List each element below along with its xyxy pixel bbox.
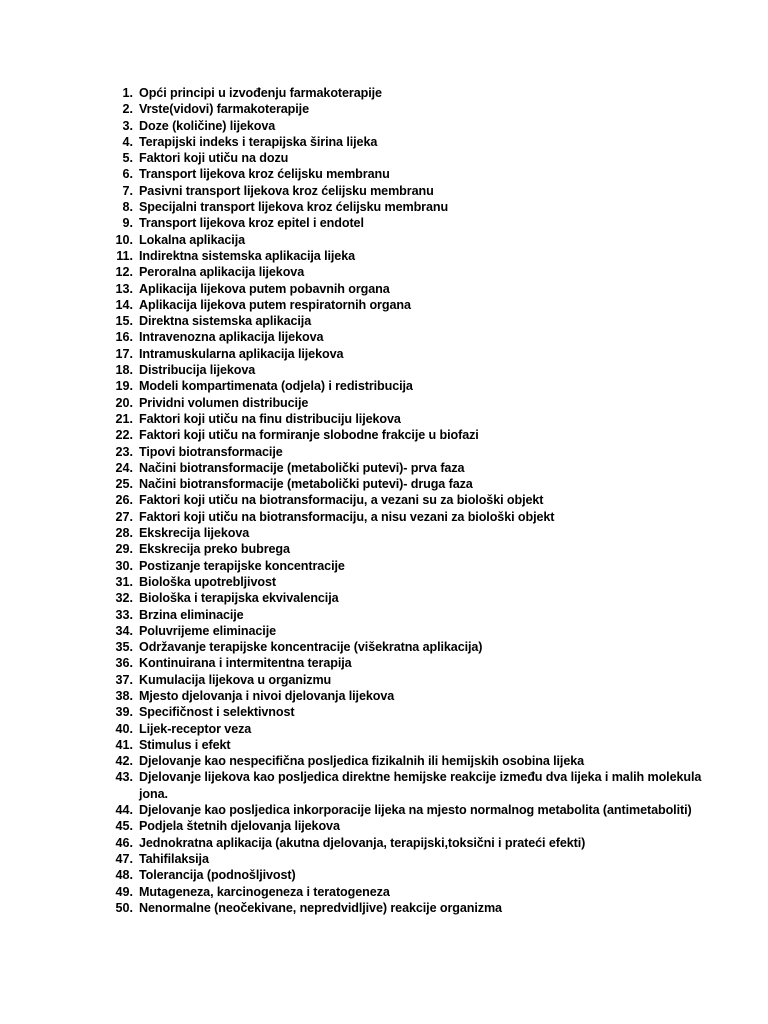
list-item-text: Faktori koji utiču na dozu xyxy=(139,151,289,166)
list-item xyxy=(100,867,720,883)
numbered-topic-list xyxy=(100,85,720,916)
list-item-number: 44. xyxy=(115,803,133,818)
list-item xyxy=(100,427,720,443)
list-item-text: Specijalni transport lijekova kroz ćelijsku membranu xyxy=(139,200,449,215)
list-item-text: Specifičnost i selektivnost xyxy=(139,705,295,720)
list-item-number: 10. xyxy=(115,232,133,247)
list-item-number: 45. xyxy=(115,819,133,834)
list-item-number: 30. xyxy=(115,558,133,573)
list-item xyxy=(100,769,720,802)
list-item-text: Brzina eliminacije xyxy=(139,607,244,622)
list-item-number: 23. xyxy=(115,444,133,459)
list-item xyxy=(100,264,720,280)
list-item xyxy=(100,476,720,492)
list-item-number: 2. xyxy=(122,102,133,117)
list-item-text: Djelovanje kao nespecifična posljedica fizikalnih ili hemijskih osobina lijeka xyxy=(139,754,585,769)
list-item-text: Faktori koji utiču na formiranje slobodne frakcije u biofazi xyxy=(139,428,479,443)
list-item-number: 3. xyxy=(122,118,133,133)
list-item-text: Ekskrecija lijekova xyxy=(139,526,250,541)
list-item-text: Pasivni transport lijekova kroz ćelijsku membranu xyxy=(139,183,434,198)
list-item-number: 46. xyxy=(115,835,133,850)
list-item-text: Načini biotransformacije (metabolički putevi)- druga faza xyxy=(139,477,473,492)
list-item-number: 50. xyxy=(115,900,133,915)
list-item-number: 40. xyxy=(115,721,133,736)
list-item-number: 15. xyxy=(115,314,133,329)
list-item-number: 42. xyxy=(115,754,133,769)
list-item-text: Faktori koji utiču na finu distribuciju lijekova xyxy=(139,411,401,426)
list-item-number: 28. xyxy=(115,526,133,541)
list-item xyxy=(100,558,720,574)
list-item-number: 29. xyxy=(115,542,133,557)
list-item xyxy=(100,444,720,460)
list-item-text: Peroralna aplikacija lijekova xyxy=(139,265,305,280)
list-item-text: Indirektna sistemska aplikacija lijeka xyxy=(139,248,356,263)
list-item xyxy=(100,818,720,834)
list-item xyxy=(100,118,720,134)
list-item-number: 49. xyxy=(115,884,133,899)
list-item-number: 27. xyxy=(115,509,133,524)
list-item-number: 39. xyxy=(115,705,133,720)
list-item-number: 37. xyxy=(115,672,133,687)
list-item-text: Biološka upotrebljivost xyxy=(139,574,276,589)
list-item xyxy=(100,835,720,851)
list-item-text: Tahifilaksija xyxy=(139,851,209,866)
list-item-text: Vrste(vidovi) farmakoterapije xyxy=(139,102,309,117)
list-item xyxy=(100,639,720,655)
list-item xyxy=(100,395,720,411)
list-item-text: Biološka i terapijska ekvivalencija xyxy=(139,591,339,606)
list-item xyxy=(100,329,720,345)
list-item xyxy=(100,232,720,248)
list-item xyxy=(100,884,720,900)
list-item xyxy=(100,607,720,623)
list-item-number: 22. xyxy=(115,428,133,443)
list-item-text: Načini biotransformacije (metabolički putevi)- prva faza xyxy=(139,460,465,475)
list-item-number: 20. xyxy=(115,395,133,410)
list-item xyxy=(100,672,720,688)
list-item xyxy=(100,460,720,476)
list-item-number: 41. xyxy=(115,737,133,752)
list-item xyxy=(100,150,720,166)
list-item-text: Aplikacija lijekova putem pobavnih organa xyxy=(139,281,390,296)
list-item xyxy=(100,101,720,117)
list-item-text: Djelovanje lijekova kao posljedica direktne hemijske reakcije između dva lijeka i malih molekula jona. xyxy=(139,770,702,801)
list-item xyxy=(100,802,720,818)
list-item-number: 47. xyxy=(115,851,133,866)
list-item xyxy=(100,362,720,378)
list-item-number: 9. xyxy=(122,216,133,231)
list-item xyxy=(100,492,720,508)
list-item-text: Održavanje terapijske koncentracije (višekratna aplikacija) xyxy=(139,640,483,655)
list-item xyxy=(100,166,720,182)
list-item-text: Ekskrecija preko bubrega xyxy=(139,542,290,557)
list-item-text: Faktori koji utiču na biotransformaciju, a nisu vezani za biološki objekt xyxy=(139,509,555,524)
list-item-number: 48. xyxy=(115,868,133,883)
list-item-number: 33. xyxy=(115,607,133,622)
list-item-number: 34. xyxy=(115,623,133,638)
list-item-text: Mutageneza, karcinogeneza i teratogeneza xyxy=(139,884,390,899)
list-item-number: 43. xyxy=(115,770,133,785)
list-item xyxy=(100,541,720,557)
list-item-number: 12. xyxy=(115,265,133,280)
list-item-number: 36. xyxy=(115,656,133,671)
list-item-text: Kumulacija lijekova u organizmu xyxy=(139,672,332,687)
list-item xyxy=(100,623,720,639)
list-item-number: 14. xyxy=(115,297,133,312)
list-item xyxy=(100,704,720,720)
list-item-text: Kontinuirana i intermitentna terapija xyxy=(139,656,352,671)
list-item-text: Postizanje terapijske koncentracije xyxy=(139,558,345,573)
list-item-text: Transport lijekova kroz ćelijsku membranu xyxy=(139,167,390,182)
list-item xyxy=(100,346,720,362)
list-item-text: Podjela štetnih djelovanja lijekova xyxy=(139,819,340,834)
list-item-text: Prividni volumen distribucije xyxy=(139,395,309,410)
list-item-text: Intramuskularna aplikacija lijekova xyxy=(139,346,344,361)
list-item xyxy=(100,281,720,297)
list-item xyxy=(100,297,720,313)
list-item xyxy=(100,590,720,606)
list-item xyxy=(100,215,720,231)
list-item-text: Opći principi u izvođenju farmakoterapije xyxy=(139,86,382,100)
list-item xyxy=(100,655,720,671)
list-item-number: 21. xyxy=(115,411,133,426)
list-item-number: 11. xyxy=(116,248,133,263)
list-item-text: Direktna sistemska aplikacija xyxy=(139,314,312,329)
list-item-number: 6. xyxy=(122,167,133,182)
list-item xyxy=(100,851,720,867)
list-item-number: 19. xyxy=(115,379,133,394)
list-item-number: 17. xyxy=(115,346,133,361)
list-item-number: 5. xyxy=(122,151,133,166)
list-item-text: Intravenozna aplikacija lijekova xyxy=(139,330,324,345)
list-item-text: Tolerancija (podnošljivost) xyxy=(139,868,296,883)
list-item xyxy=(100,721,720,737)
list-item-number: 38. xyxy=(115,688,133,703)
list-item-text: Terapijski indeks i terapijska širina lijeka xyxy=(139,134,378,149)
list-item xyxy=(100,688,720,704)
list-item-text: Modeli kompartimenata (odjela) i redistribucija xyxy=(139,379,413,394)
list-item xyxy=(100,509,720,525)
list-item-number: 31. xyxy=(115,574,133,589)
list-item-number: 7. xyxy=(122,183,133,198)
list-item-text: Tipovi biotransformacije xyxy=(139,444,283,459)
list-item xyxy=(100,134,720,150)
list-item-number: 4. xyxy=(122,134,133,149)
list-item-text: Mjesto djelovanja i nivoi djelovanja lijekova xyxy=(139,688,395,703)
list-item-number: 1. xyxy=(122,86,133,100)
list-item-text: Doze (količine) lijekova xyxy=(139,118,276,133)
list-item-number: 18. xyxy=(115,363,133,378)
list-item-number: 35. xyxy=(115,640,133,655)
list-item-text: Djelovanje kao posljedica inkorporacije lijeka na mjesto normalnog metabolita (antimetaboliti) xyxy=(139,803,692,818)
list-item xyxy=(100,85,720,101)
list-item xyxy=(100,753,720,769)
list-item xyxy=(100,737,720,753)
list-item-text: Jednokratna aplikacija (akutna djelovanja, terapijski,toksični i prateći efekti) xyxy=(139,835,586,850)
list-item xyxy=(100,574,720,590)
list-item xyxy=(100,900,720,916)
list-item-number: 8. xyxy=(122,200,133,215)
list-item xyxy=(100,199,720,215)
list-item xyxy=(100,525,720,541)
list-item-text: Poluvrijeme eliminacije xyxy=(139,623,276,638)
list-item xyxy=(100,313,720,329)
list-item xyxy=(100,378,720,394)
list-item-text: Lokalna aplikacija xyxy=(139,232,245,247)
list-item-text: Aplikacija lijekova putem respiratornih organa xyxy=(139,297,411,312)
list-item-number: 32. xyxy=(115,591,133,606)
list-item-number: 25. xyxy=(115,477,133,492)
list-item xyxy=(100,411,720,427)
list-item-text: Nenormalne (neočekivane, nepredvidljive) reakcije organizma xyxy=(139,900,502,915)
list-item-text: Distribucija lijekova xyxy=(139,363,256,378)
list-item xyxy=(100,183,720,199)
list-item-text: Faktori koji utiču na biotransformaciju, a vezani su za biološki objekt xyxy=(139,493,544,508)
list-item-text: Lijek-receptor veza xyxy=(139,721,252,736)
list-item-text: Transport lijekova kroz epitel i endotel xyxy=(139,216,364,231)
list-item-text: Stimulus i efekt xyxy=(139,737,231,752)
list-item-number: 26. xyxy=(115,493,133,508)
list-item xyxy=(100,248,720,264)
list-item-number: 16. xyxy=(115,330,133,345)
list-item-number: 24. xyxy=(115,460,133,475)
list-item-number: 13. xyxy=(115,281,133,296)
